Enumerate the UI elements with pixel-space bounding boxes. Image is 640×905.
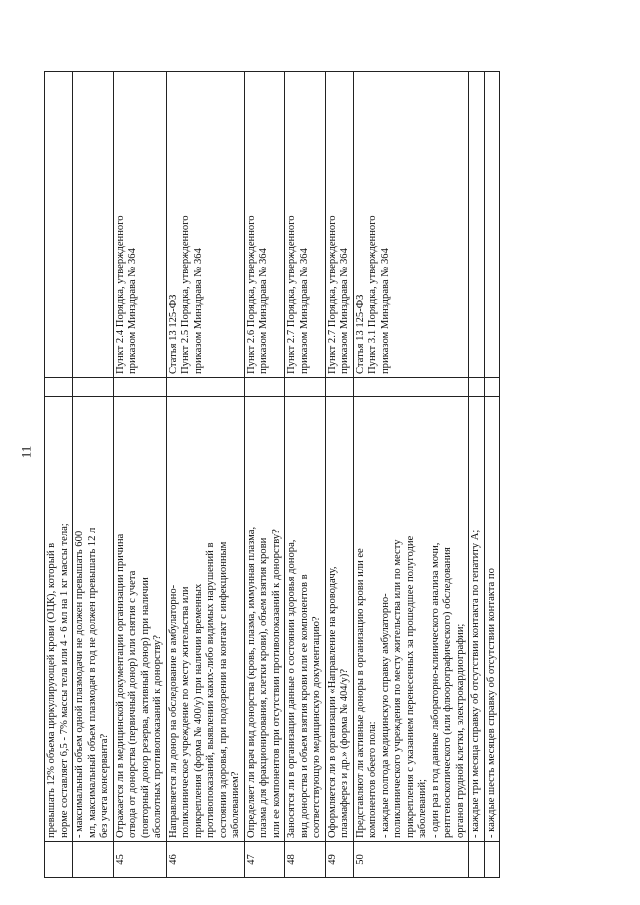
- reference-cell: [45, 72, 73, 378]
- question-line: Направляется ли донор на обследование в амбулаторно-: [167, 584, 179, 838]
- reference-cell: [244, 72, 285, 378]
- question-line: заболеванием?: [230, 771, 241, 838]
- answer-cell: [285, 378, 326, 397]
- question-line: - каждые шесть месяцев справку об отсутствии контакта по: [485, 568, 497, 838]
- row-number-cell: 45: [113, 842, 166, 878]
- question-line: Оформляется ли в организации «Направление на кроводачу,: [326, 566, 338, 838]
- question-cell: [484, 397, 500, 842]
- question-line: Представляют ли активные доноры в организацию крови или ее: [354, 548, 366, 838]
- reference-line: приказом Минздрава № 364: [192, 248, 204, 374]
- answer-cell: [469, 378, 485, 397]
- table-row: [285, 72, 326, 878]
- row-number-cell: [73, 842, 114, 878]
- reference-line: Пункт 2.6 Порядка, утвержденного: [245, 215, 257, 374]
- question-line: прикрепления с указанием перенесенных за прошедшее полугодие: [404, 535, 416, 838]
- question-line: - один раз в год данные лабораторно-клинического анализа мочи,: [429, 542, 441, 838]
- question-cell: [166, 397, 244, 842]
- reference-cell: [469, 72, 485, 378]
- answer-cell: [325, 378, 353, 397]
- reference-cell: [484, 72, 500, 378]
- row-number-cell: 50: [353, 842, 469, 878]
- question-line: состоянии здоровья, при подозрении на контакт с инфекционным: [217, 541, 229, 838]
- question-line: мл, максимальный объем плазмодач в год не должен превышать 12 л: [86, 527, 98, 838]
- reference-line: Статья 13 125-ФЗ: [167, 294, 179, 374]
- row-number-cell: 47: [244, 842, 285, 878]
- reference-line: приказом Минздрава № 364: [127, 248, 138, 374]
- answer-cell: [353, 378, 469, 397]
- question-line: или ее компонентов при отсутствии противопоказаний к донорству?: [270, 529, 282, 838]
- row-number-cell: 48: [285, 842, 326, 878]
- question-line: Отражается ли в медицинской документации организации причина: [114, 533, 126, 838]
- row-number-cell: [484, 842, 500, 878]
- table-row: [353, 72, 469, 878]
- checklist-table-container: [44, 72, 566, 878]
- answer-cell: [244, 378, 285, 397]
- reference-cell: [285, 72, 326, 378]
- question-cell: [285, 397, 326, 842]
- checklist-table: [44, 71, 500, 878]
- question-cell: [45, 397, 73, 842]
- reference-cell: [113, 72, 166, 378]
- question-line: плазма для фракционирования, клетки крови), объем взятия крови: [258, 537, 269, 838]
- question-line: заболеваний;: [417, 779, 428, 838]
- table-row: [469, 72, 485, 878]
- reference-line: приказом Минздрава № 364: [339, 248, 350, 374]
- question-line: без учета консерванта?: [99, 733, 110, 838]
- table-row: [113, 72, 166, 878]
- question-line: Заносятся ли в организации данные о состоянии здоровья донора,: [286, 539, 297, 838]
- answer-cell: [484, 378, 500, 397]
- table-row: [166, 72, 244, 878]
- answer-cell: [166, 378, 244, 397]
- reference-cell: [73, 72, 114, 378]
- question-line: Определяет ли врач вид донорства (кровь, плазма, иммунная плазма,: [245, 526, 257, 838]
- row-number-cell: 46: [166, 842, 244, 878]
- question-line: рентгеноскопического (или флюорографического) обследования: [442, 547, 453, 838]
- reference-line: Пункт 2.7 Порядка, утвержденного: [326, 215, 338, 374]
- question-line: противопоказаний, выявлении каких-либо видимых нарушений в: [205, 542, 216, 838]
- question-line: (повторный донор резерва, активный донор) при наличии: [139, 577, 151, 838]
- question-line: прикрепления (форма № 400/у) при наличии временных: [192, 583, 204, 838]
- question-line: отвода от донорства (первичный донор) или снятия с учета: [127, 570, 138, 838]
- table-row: [73, 72, 114, 878]
- reference-line: Пункт 2.4 Порядка, утвержденного: [114, 215, 126, 374]
- answer-cell: [113, 378, 166, 397]
- reference-cell: [166, 72, 244, 378]
- reference-line: приказом Минздрава № 364: [258, 248, 269, 374]
- reference-line: Статья 13 125-ФЗ: [354, 294, 366, 374]
- answer-cell: [73, 378, 114, 397]
- question-line: плазмаферез и др.» (форма № 404/у)?: [339, 668, 350, 838]
- row-number-cell: [45, 842, 73, 878]
- question-line: поликлинического учреждения по месту жительства или по месту: [392, 539, 403, 838]
- question-line: вид донорства и объем взятия крови или ее компонентов в: [298, 574, 310, 838]
- question-cell: [113, 397, 166, 842]
- page-number: 11: [18, 445, 34, 459]
- question-line: норме составляет 6,5 - 7% массы тела или 4 - 6 мл на 1 кг массы тела;: [58, 523, 70, 838]
- table-row: [45, 72, 73, 878]
- question-line: превышать 12% объема циркулирующей крови (ОЦК), который в: [46, 542, 57, 838]
- question-cell: [469, 397, 485, 842]
- question-cell: [73, 397, 114, 842]
- reference-line: Пункт 2.7 Порядка, утвержденного: [286, 215, 297, 374]
- question-cell: [353, 397, 469, 842]
- question-line: соответствующую медицинскую документацию?: [311, 616, 322, 838]
- row-number-cell: 49: [325, 842, 353, 878]
- reference-cell: [325, 72, 353, 378]
- answer-cell: [45, 378, 73, 397]
- question-line: - каждые полгода медицинскую справку амбулаторно-: [379, 593, 391, 838]
- question-line: - максимальный объем одной плазмодачи не должен превышать 600: [74, 530, 85, 838]
- question-line: поликлиническое учреждение по месту жительства или: [180, 586, 191, 838]
- question-cell: [325, 397, 353, 842]
- question-line: абсолютных противопоказаний к донорству?: [152, 635, 163, 838]
- row-number-cell: [469, 842, 485, 878]
- table-row: [484, 72, 500, 878]
- reference-line: приказом Минздрава № 364: [379, 248, 391, 374]
- question-line: органов грудной клетки, электрокардиографии;: [454, 623, 466, 838]
- reference-line: приказом Минздрава № 364: [298, 248, 310, 374]
- table-row: [244, 72, 285, 878]
- reference-cell: [353, 72, 469, 378]
- question-line: компонентов обеего пола:: [367, 721, 378, 838]
- question-cell: [244, 397, 285, 842]
- reference-line: Пункт 2.5 Порядка, утвержденного: [180, 215, 191, 374]
- table-row: [325, 72, 353, 878]
- reference-line: Пункт 3.1 Порядка, утвержденного: [367, 215, 378, 374]
- question-line: - каждые три месяца справку об отсутствии контакта по гепатиту А;: [470, 529, 481, 838]
